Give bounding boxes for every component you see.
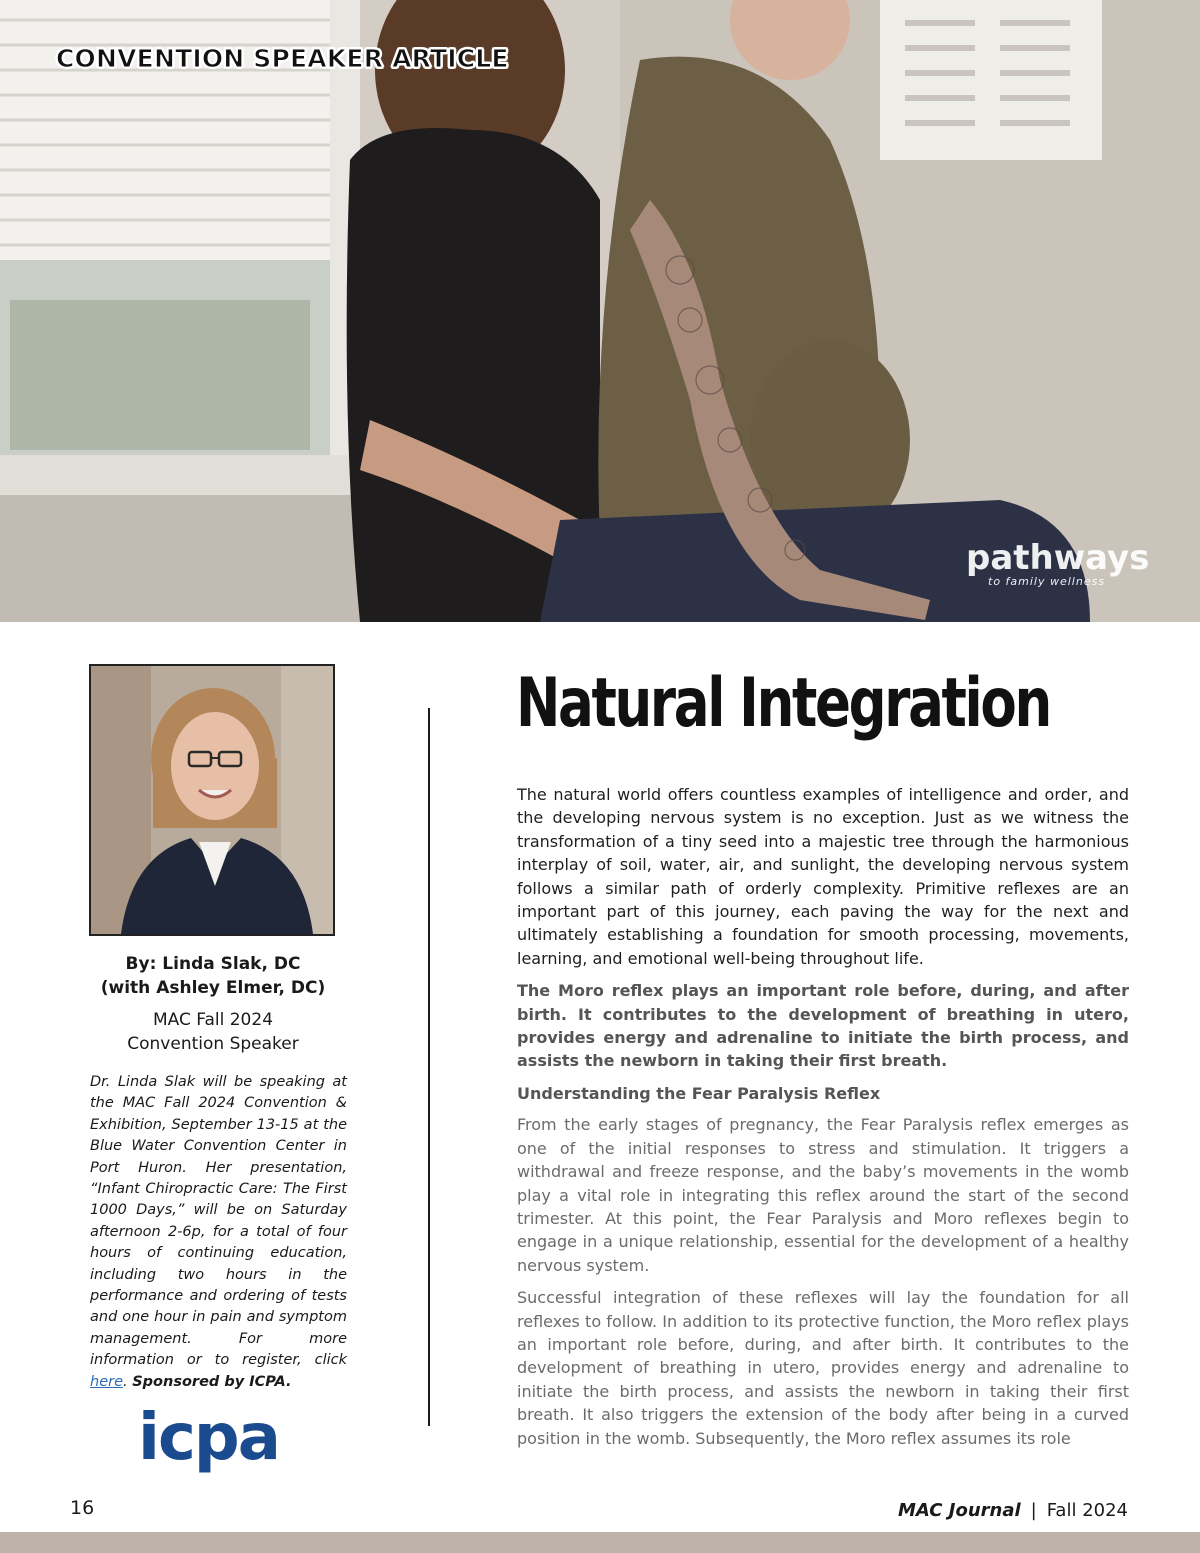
footer-publication: [898, 1500, 1128, 1521]
speaker-info: [90, 1072, 347, 1393]
speaker-info-text: Dr. Linda Slak will be speaking at the MAC Fall 2024 Convention & Exhibition, September 13-15 at the Blue Water Convention Center in Port Huron. Her presentation, “Infant Chiropractic Care: The First 1000 Days,” will be on Saturday afternoon 2-6p, for a total of four hours of continuing education, including two hours in the performance and ordering of tests and one hour in pain and symptom management. For more information or to register, click: [90, 1074, 347, 1369]
sponsor-note: Sponsored by ICPA.: [132, 1373, 292, 1390]
hero-photo: [0, 0, 1200, 622]
icpa-logo-text: icpa: [138, 1401, 279, 1475]
hero-photo-illustration: [0, 0, 1200, 622]
article-title: Natural Integration: [516, 664, 1050, 743]
article-body-paragraph: Successful integration of these reflexes will lay the foundation for all reflexes to follow. In addition to its protective function, the Moro reflex plays an important role before, during, and after birth. It contributes to the development of breathing in utero, provides energy and adrenaline to initiate the birth process, and assists the newborn in taking their first breath. It also triggers the extension of the body after being in a curved position in the womb. Subsequently, the Moro reflex assumes its role: [517, 1288, 1129, 1448]
speaker-role: [84, 1008, 342, 1056]
author-portrait: [89, 664, 335, 936]
article-intro-paragraph: The natural world offers countless examples of intelligence and order, and the developing nervous system is no exception. Just as we witness the transformation of a tiny seed into a majestic tree through the harmonious interplay of soil, water, air, and sunlight, the developing nervous system follows a similar path of orderly complexity. Primitive reflexes are an important part of this journey, each paving the way for the next and ultimately establishing a foundation for smooth processing, movements, learning, and emotional well-being throughout life.: [517, 785, 1129, 968]
article-lead-paragraph: The Moro reflex plays an important role before, during, and after birth. It contributes to the development of breathing in utero, provides energy and adrenaline to initiate the birth process, and assists the newborn in taking their first breath.: [517, 981, 1129, 1071]
page-number: 16: [70, 1497, 95, 1519]
register-link[interactable]: here: [90, 1373, 123, 1390]
article-category-label: CONVENTION SPEAKER ARTICLE: [56, 44, 509, 73]
footer-issue: Fall 2024: [1046, 1500, 1128, 1521]
byline-author: By: Linda Slak, DC: [125, 954, 301, 974]
icpa-logo: [138, 1398, 288, 1488]
article-body: [517, 783, 1129, 1459]
photo-credit-watermark: [966, 540, 1156, 588]
watermark-brand: pathways: [966, 538, 1150, 578]
footer-bar: [0, 1532, 1200, 1553]
article-body-paragraph: From the early stages of pregnancy, the Fear Paralysis reflex emerges as one of the initial responses to stress and stimulation. It triggers a withdrawal and freeze response, and the baby’s movements in the womb play a vital role in integrating this reflex around the start of the second trimester. At this point, the Fear Paralysis and Moro reflexes begin to engage in a unique relationship, essential for the development of a healthy nervous system.: [517, 1115, 1129, 1275]
byline-coauthor: (with Ashley Elmer, DC): [100, 978, 326, 998]
footer-journal-name: MAC Journal: [898, 1500, 1021, 1521]
author-byline: [84, 952, 342, 1000]
watermark-tagline: to family wellness: [988, 575, 1106, 588]
speaker-event: MAC Fall 2024: [152, 1010, 274, 1030]
speaker-title: Convention Speaker: [127, 1034, 299, 1054]
speaker-info-punct: .: [123, 1373, 133, 1390]
footer-separator: |: [1030, 1500, 1037, 1521]
author-portrait-illustration: [91, 666, 333, 934]
article-subheading: Understanding the Fear Paralysis Reflex: [517, 1083, 881, 1103]
column-divider: [428, 708, 430, 1426]
